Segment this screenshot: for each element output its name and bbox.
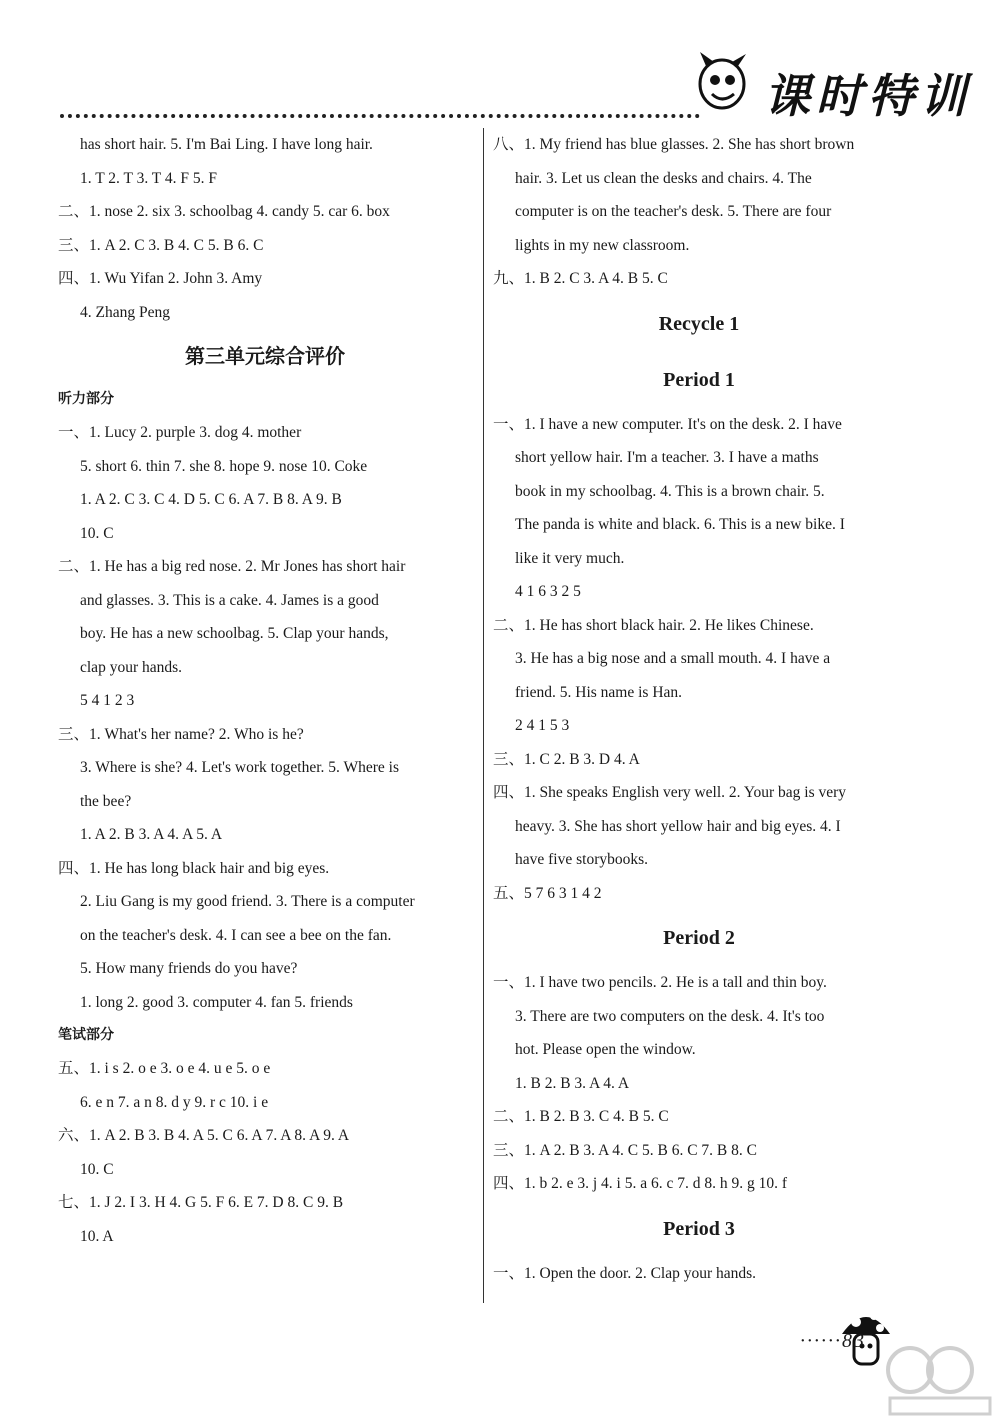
answer-line: hair. 3. Let us clean the desks and chairs. 4. The xyxy=(515,169,812,187)
answer-line: and glasses. 3. This is a cake. 4. James is a good xyxy=(80,591,379,609)
answer-line: 九、1. B 2. C 3. A 4. B 5. C xyxy=(493,270,668,287)
answer-line: 5 4 1 2 3 xyxy=(80,692,135,709)
answer-line: 3. He has a big nose and a small mouth. 4. I have a xyxy=(515,650,831,667)
column-divider xyxy=(483,128,484,1303)
answer-line: 一、1. I have two pencils. 2. He is a tall and thin boy. xyxy=(493,974,827,991)
section-heading: Period 3 xyxy=(663,1217,735,1240)
left-column xyxy=(58,128,472,1253)
page-header xyxy=(0,0,1000,123)
answer-line: 1. long 2. good 3. computer 4. fan 5. friends xyxy=(80,993,353,1011)
answer-line: on the teacher's desk. 4. I can see a bee on the fan. xyxy=(80,926,392,944)
answer-line: 4 1 6 3 2 5 xyxy=(515,583,581,600)
answer-line: hot. Please open the window. xyxy=(515,1041,696,1058)
answer-line: like it very much. xyxy=(515,549,625,567)
answer-line: the bee? xyxy=(80,792,132,810)
answer-line: 5. How many friends do you have? xyxy=(80,960,298,977)
answer-line: 二、1. He has a big red nose. 2. Mr Jones has short hair xyxy=(58,558,406,575)
subsection-label: 听力部分 xyxy=(58,391,114,407)
answer-line: 二、1. He has short black hair. 2. He likes Chinese. xyxy=(493,616,814,634)
answer-line: 1. T 2. T 3. T 4. F 5. F xyxy=(80,169,217,187)
answer-line: 10. C xyxy=(80,524,114,542)
answer-line: 六、1. A 2. B 3. B 4. A 5. C 6. A 7. A 8. A 9. A xyxy=(58,1127,350,1144)
answer-line: 3. There are two computers on the desk. 4. It's too xyxy=(515,1007,825,1025)
answer-line: 三、1. C 2. B 3. D 4. A xyxy=(493,750,640,768)
answer-line: 二、1. B 2. B 3. C 4. B 5. C xyxy=(493,1108,669,1125)
header-dotted-rule xyxy=(60,114,700,118)
answer-line: 5. short 6. thin 7. she 8. hope 9. nose 10. Coke xyxy=(80,457,368,475)
answer-line: 10. A xyxy=(80,1227,114,1245)
answer-line: 3. Where is she? 4. Let's work together. 5. Where is xyxy=(80,759,400,776)
section-heading: 第三单元综合评价 xyxy=(185,344,345,368)
answer-line: short yellow hair. I'm a teacher. 3. I have a maths xyxy=(515,449,819,466)
section-heading: Period 2 xyxy=(663,927,735,949)
subsection-label: 笔试部分 xyxy=(58,1027,114,1043)
answer-line: have five storybooks. xyxy=(515,851,649,868)
answer-line: 三、1. A 2. C 3. B 4. C 5. B 6. C xyxy=(58,236,264,254)
answer-line: 五、1. i s 2. o e 3. o e 4. u e 5. o e xyxy=(58,1060,271,1077)
answer-line: 1. A 2. C 3. C 4. D 5. C 6. A 7. B 8. A 9. B xyxy=(80,491,342,508)
answer-line: 一、1. Open the door. 2. Clap your hands. xyxy=(493,1264,757,1282)
section-heading: Period 1 xyxy=(663,368,735,391)
answer-line: clap your hands. xyxy=(80,658,183,676)
page-number: 83 xyxy=(842,1330,866,1352)
answer-line: 4. Zhang Peng xyxy=(80,303,170,321)
answer-line: 二、1. nose 2. six 3. schoolbag 4. candy 5. car 6. box xyxy=(58,203,390,220)
answer-line: has short hair. 5. I'm Bai Ling. I have long hair. xyxy=(80,136,373,153)
page-number-footer xyxy=(800,1330,866,1353)
answer-line: 一、1. Lucy 2. purple 3. dog 4. mother xyxy=(58,424,302,441)
answer-line: boy. He has a new schoolbag. 5. Clap your hands, xyxy=(80,625,389,642)
answer-line: The panda is white and black. 6. This is a new bike. I xyxy=(515,516,845,533)
section-heading: Recycle 1 xyxy=(658,312,740,335)
answer-line: 2. Liu Gang is my good friend. 3. There is a computer xyxy=(80,893,415,910)
answer-line: 1. B 2. B 3. A 4. A xyxy=(515,1074,630,1092)
answer-line: friend. 5. His name is Han. xyxy=(515,683,683,701)
answer-line: 一、1. I have a new computer. It's on the desk. 2. I have xyxy=(493,415,842,433)
watermark-logo-icon xyxy=(880,1340,1000,1419)
answer-line: 10. C xyxy=(80,1160,114,1178)
answer-line: 6. e n 7. a n 8. d y 9. r c 10. i e xyxy=(80,1093,269,1111)
answer-line: 五、5 7 6 3 1 4 2 xyxy=(493,884,602,902)
answer-line: heavy. 3. She has short yellow hair and big eyes. 4. I xyxy=(515,817,841,835)
answer-line: computer is on the teacher's desk. 5. There are four xyxy=(515,203,832,220)
mascot-icon xyxy=(692,48,752,112)
brand-title: 课时特训 xyxy=(764,69,972,123)
answer-line: 七、1. J 2. I 3. H 4. G 5. F 6. E 7. D 8. C 9. B xyxy=(58,1194,344,1211)
answer-line: 八、1. My friend has blue glasses. 2. She has short brown xyxy=(493,136,855,153)
answer-line: lights in my new classroom. xyxy=(515,236,690,254)
answer-line: 三、1. A 2. B 3. A 4. C 5. B 6. C 7. B 8. C xyxy=(493,1141,757,1159)
right-column xyxy=(493,128,905,1290)
answer-line: 四、1. He has long black hair and big eyes. xyxy=(58,859,330,877)
answer-line: 四、1. She speaks English very well. 2. Your bag is very xyxy=(493,784,847,801)
footer-dots: ······ xyxy=(800,1330,842,1352)
answer-line: 1. A 2. B 3. A 4. A 5. A xyxy=(80,826,223,843)
answer-line: 四、1. b 2. e 3. j 4. i 5. a 6. c 7. d 8. h 9. g 10. f xyxy=(493,1175,788,1192)
answer-line: 2 4 1 5 3 xyxy=(515,717,570,734)
answer-line: 三、1. What's her name? 2. Who is he? xyxy=(58,725,304,743)
answer-line: 四、1. Wu Yifan 2. John 3. Amy xyxy=(58,270,263,287)
answer-line: book in my schoolbag. 4. This is a brown chair. 5. xyxy=(515,482,825,500)
